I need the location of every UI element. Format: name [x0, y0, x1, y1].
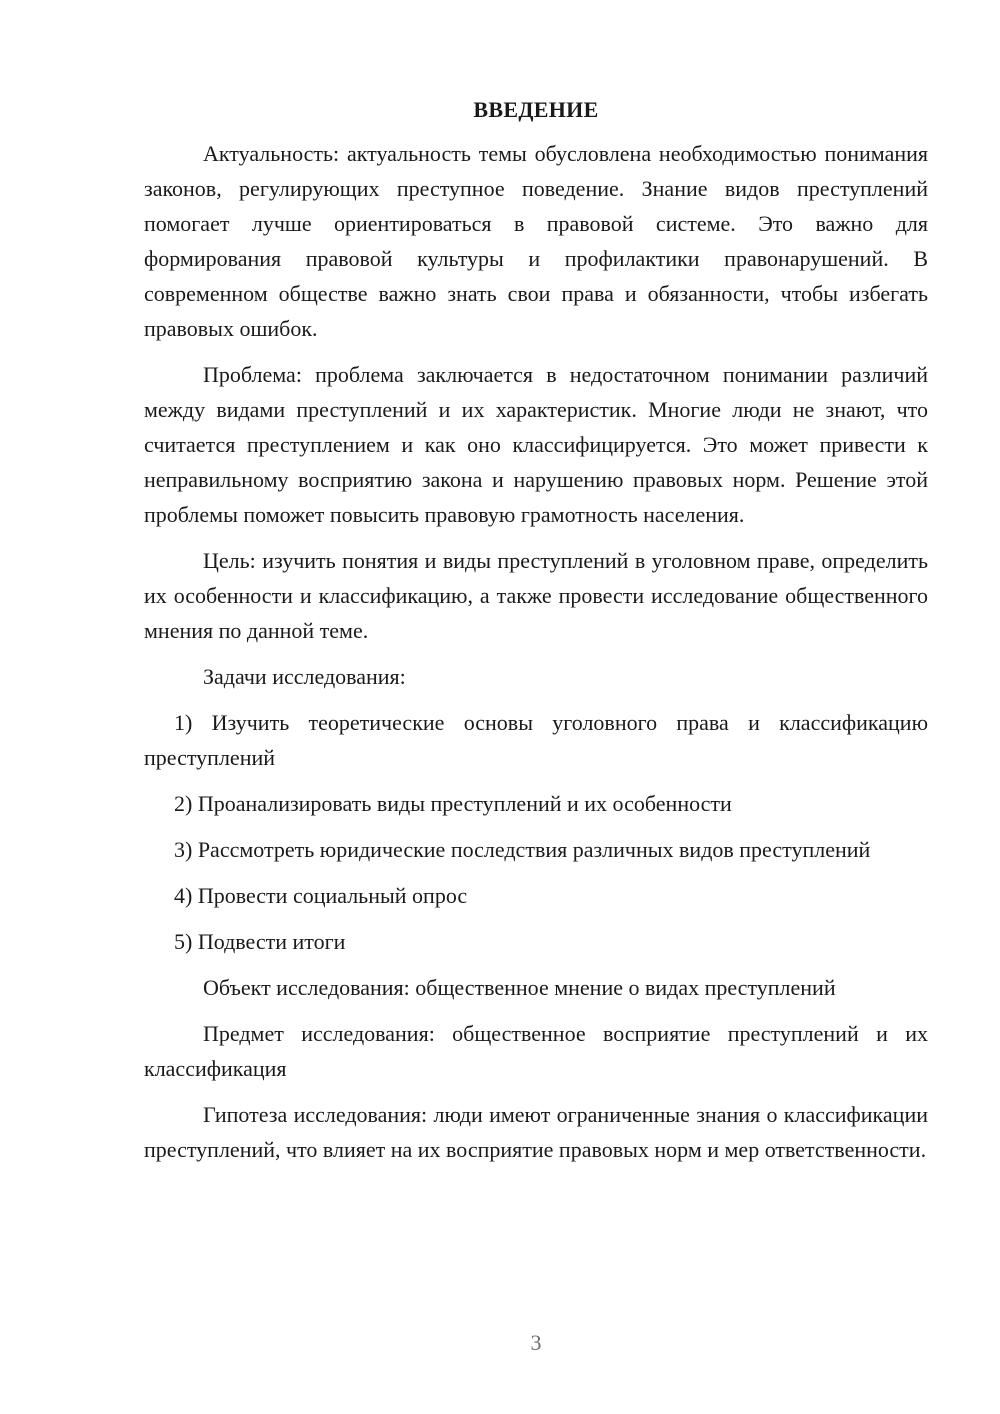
task-item: 3) Рассмотреть юридические последствия различных видов преступлений	[174, 837, 871, 862]
hypothesis-paragraph: Гипотеза исследования: люди имеют ограниченные знания о классификации преступлений, что влияет на их восприятие правовых норм и мер ответственности.	[144, 1102, 928, 1162]
page-title: ВВЕДЕНИЕ	[473, 97, 599, 122]
document-page	[144, 90, 928, 1178]
task-item: 4) Провести социальный опрос	[174, 883, 468, 908]
task-item: 1) Изучить теоретические основы уголовного права и классификацию преступлений	[144, 710, 928, 770]
subject-paragraph: Предмет исследования: общественное восприятие преступлений и их классификация	[144, 1021, 928, 1081]
goal-paragraph: Цель: изучить понятия и виды преступлений в уголовном праве, определить их особенности и классификацию, а также провести исследование общественного мнения по данной теме.	[144, 548, 928, 643]
task-item: 2) Проанализировать виды преступлений и их особенности	[174, 791, 732, 816]
page-number: 3	[530, 1330, 542, 1355]
problem-paragraph: Проблема: проблема заключается в недостаточном понимании различий между видами преступлений и их характеристик. Многие люди не знают, что считается преступлением и как оно классифицируется. Это может привести к неправильному восприятию закона и нарушению правовых норм. Решение этой проблемы поможет повысить правовую грамотность населения.	[144, 362, 928, 527]
tasks-heading: Задачи исследования:	[203, 664, 406, 689]
object-paragraph: Объект исследования: общественное мнение о видах преступлений	[203, 975, 836, 1000]
task-item: 5) Подвести итоги	[174, 929, 346, 954]
relevance-paragraph: Актуальность: актуальность темы обусловлена необходимостью понимания законов, регулирующих преступное поведение. Знание видов преступлений помогает лучше ориентироваться в правовой системе. Это важно для формирования правовой культуры и профилактики правонарушений. В современном обществе важно знать свои права и обязанности, чтобы избегать правовых ошибок.	[144, 141, 928, 341]
